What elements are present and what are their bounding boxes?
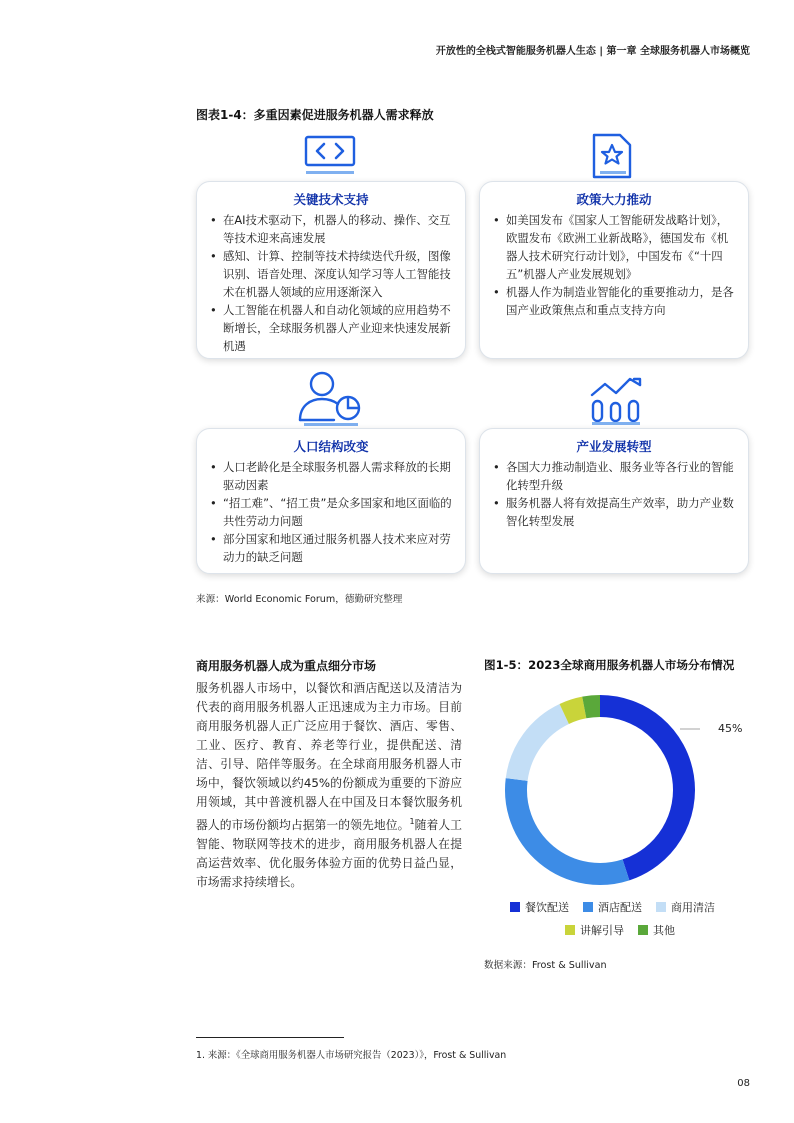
legend-swatch — [638, 925, 648, 935]
section-title: 商用服务机器人成为重点细分市场 — [196, 659, 377, 673]
bullet-item: • 感知、计算、控制等技术持续迭代升级，图像识别、语音处理、深度认知学习等人工智能技术在机器人领域的应用逐渐深入 — [209, 247, 453, 301]
legend-swatch — [510, 902, 520, 912]
figure-source: 来源：World Economic Forum，德勤研究整理 — [196, 594, 403, 605]
footnote: 1. 来源：《全球商用服务机器人市场研究报告（2023）》，Frost & Sullivan — [196, 1050, 507, 1061]
star-document-icon — [590, 133, 634, 187]
bullet-item: • 人口老龄化是全球服务机器人需求释放的长期驱动因素 — [209, 458, 453, 494]
bullet-item: • 部分国家和地区通过服务机器人技术来应对劳动力的缺乏问题 — [209, 530, 453, 566]
legend-swatch — [583, 902, 593, 912]
legend-swatch — [656, 902, 666, 912]
card-population-change — [196, 428, 466, 574]
bullet-item: • 人工智能在机器人和自动化领域的应用趋势不断增长，全球服务机器人产业迎来快速发展新机遇 — [209, 301, 453, 355]
body-part-2: 随着人工智能、物联网等技术的进步，商用服务机器人在提高运营效率、优化服务体验方面的优势日益凸显，市场需求持续增长。 — [196, 817, 462, 889]
section-body — [196, 679, 462, 892]
bullet-item: • 机器人作为制造业智能化的重要推动力，是各国产业政策焦点和重点支持方向 — [492, 283, 736, 319]
bullet-item: • 在AI技术驱动下，机器人的移动、操作、交互等技术迎来高速发展 — [209, 211, 453, 247]
chart-title: 图1-5：2023全球商用服务机器人市场分布情况 — [484, 658, 735, 672]
body-part-1: 服务机器人市场中，以餐饮和酒店配送以及清洁为代表的商用服务机器人正迅速成为主力市场。目前商用服务机器人正广泛应用于餐饮、酒店、零售、工业、医疗、教育、养老等行业，提供配送、清洁、引导、陪伴等服务。在全球商用服务机器人市场中，餐饮领域以约45%的份额成为重要的下游应用领域，其中普渡机器人在中国及日本餐饮服务机器人的市场份额均占据第一的领先地位。 — [196, 681, 462, 832]
chart-legend-row-1 — [510, 899, 715, 915]
donut-chart — [500, 690, 700, 890]
bullet-item: • 各国大力推动制造业、服务业等各行业的智能化转型升级 — [492, 458, 736, 494]
legend-swatch — [565, 925, 575, 935]
code-window-icon — [304, 135, 356, 183]
page-number: 08 — [737, 1078, 750, 1089]
legend-label: 餐饮配送 — [525, 901, 569, 914]
card-key-technology — [196, 181, 466, 359]
card-title: 产业发展转型 — [576, 439, 652, 454]
legend-item — [565, 922, 624, 938]
legend-label: 其他 — [653, 924, 675, 937]
footnote-ref[interactable]: 1 — [409, 817, 415, 826]
chart-annotation-45: 45% — [718, 722, 743, 735]
card-industry-transformation — [479, 428, 749, 574]
donut-slice-5 — [584, 706, 600, 707]
figure-title: 图表1-4：多重因素促进服务机器人需求释放 — [196, 108, 434, 122]
donut-slice-2 — [516, 779, 626, 874]
legend-item — [638, 922, 675, 938]
legend-item — [510, 899, 569, 915]
running-header: 开放性的全栈式智能服务机器人生态 | 第一章 全球服务机器人市场概览 — [435, 46, 750, 57]
bullet-item: • “招工难”、“招工贵”是众多国家和地区面临的共性劳动力问题 — [209, 494, 453, 530]
chart-legend-row-2 — [565, 922, 675, 938]
trend-chart-icon — [588, 375, 644, 429]
donut-slice-3 — [517, 714, 565, 779]
legend-label: 商用清洁 — [671, 901, 715, 914]
bullet-item: • 如美国发布《国家人工智能研发战略计划》，欧盟发布《欧洲工业新战略》，德国发布《机器人技术研究行动计划》，中国发布《“十四五”机器人产业发展规划》 — [492, 211, 736, 283]
legend-item — [656, 899, 715, 915]
legend-item — [583, 899, 642, 915]
donut-slice-4 — [564, 707, 584, 714]
card-title: 人口结构改变 — [293, 439, 369, 454]
card-title: 政策大力推动 — [576, 192, 652, 207]
footnote-divider — [196, 1037, 344, 1038]
bullet-item: • 服务机器人将有效提高生产效率，助力产业数智化转型发展 — [492, 494, 736, 530]
legend-label: 酒店配送 — [598, 901, 642, 914]
donut-slice-1 — [600, 706, 684, 870]
legend-label: 讲解引导 — [580, 924, 624, 937]
card-title: 关键技术支持 — [293, 192, 369, 207]
card-policy-support — [479, 181, 749, 359]
chart-source: 数据来源：Frost & Sullivan — [484, 960, 607, 971]
person-chart-icon — [296, 370, 364, 430]
